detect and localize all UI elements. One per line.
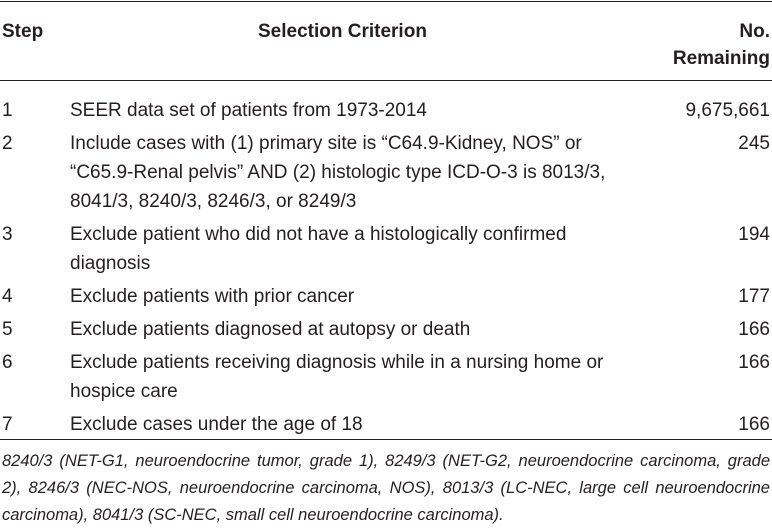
row-remaining: 166 [738,414,770,435]
row-criterion: Exclude patient who did not have a histologically confirmed diagnosis [70,224,567,274]
row-criterion: SEER data set of patients from 1973-2014 [70,100,427,121]
row-step: 1 [2,100,13,121]
table-row [0,315,772,344]
row-criterion: Exclude cases under the age of 18 [70,414,363,435]
header-remaining-line2: Remaining [672,48,770,69]
table-row [0,282,772,311]
row-criterion: Include cases with (1) primary site is “C64.9-Kidney, NOS” or “C65.9-Renal pelvis” AND (2) histologic type ICD-O-3 is 8013/3, 8041/3, 8240/3, 8246/3, or 8249/3 [70,133,606,212]
row-step: 5 [2,319,13,340]
row-remaining: 177 [738,286,770,307]
header-rule [0,80,772,81]
table-footnote: 8240/3 (NET-G1, neuroendocrine tumor, grade 1), 8249/3 (NET-G2, neuroendocrine carcinoma, grade 2), 8246/3 (NEC-NOS, neuroendocrine carcinoma, NOS), 8013/3 (LC-NEC, large cell neuroendocrine carcinoma), 8041/3 (SC-NEC, small cell neuroendocrine carcinoma). [2,452,770,524]
row-criterion: Exclude patients with prior cancer [70,286,355,307]
table-row [0,220,772,278]
table-row [0,410,772,439]
header-criterion: Selection Criterion [258,21,427,42]
row-remaining: 166 [738,352,770,373]
table-row [0,348,772,406]
row-step: 7 [2,414,13,435]
header-remaining-line1: No. [739,21,770,42]
row-step: 6 [2,352,13,373]
header-remaining [650,18,770,72]
table-top-rule [0,1,772,2]
row-remaining: 245 [738,133,770,154]
row-step: 4 [2,286,13,307]
row-criterion: Exclude patients diagnosed at autopsy or death [70,319,471,340]
header-step: Step [2,21,44,42]
row-step: 2 [2,133,13,154]
row-remaining: 9,675,661 [685,100,770,121]
table-body [0,96,772,443]
row-remaining: 194 [738,224,770,245]
table-row [0,129,772,216]
row-step: 3 [2,224,13,245]
row-remaining: 166 [738,319,770,340]
table-bottom-rule [0,439,772,440]
row-criterion: Exclude patients receiving diagnosis while in a nursing home or hospice care [70,352,604,402]
table-row [0,96,772,125]
